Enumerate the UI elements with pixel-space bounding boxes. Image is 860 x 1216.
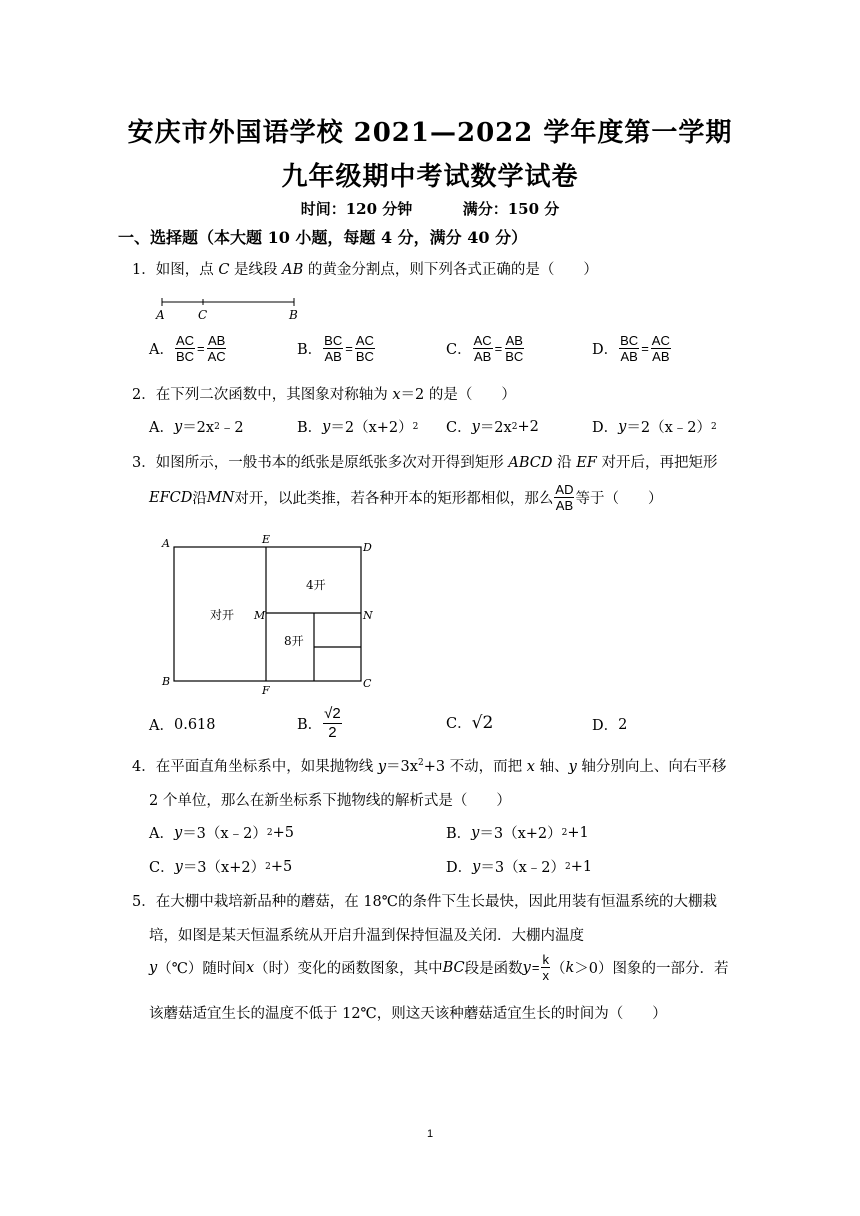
question-3-paper-figure xyxy=(160,533,380,698)
question-4-stem-line1: 4．在平面直角坐标系中，如果抛物线 $y=3x^2+3$ 不动，而把 x 轴、y 轴分别向上、向右平移 xyxy=(132,758,727,775)
paper-label-f: F xyxy=(262,684,270,697)
question-4-option-a[interactable]: A． y ＝3（x﹣2） 2 +5 xyxy=(149,824,294,842)
paper-label-duikai: 对开 xyxy=(210,608,235,622)
question-1-option-d[interactable]: D． $\frac{BC}{AB}$ = $\frac{AC}{AB}$ xyxy=(592,333,670,364)
question-3-stem-line1: 3．如图所示，一般书本的纸张是原纸张多次对开得到矩形 ABCD 沿 EF 对开后，再把矩形 xyxy=(132,455,718,471)
question-5-stem-line4: 该蘑菇适宜生长的温度不低于 12℃，则这天该种蘑菇适宜生长的时间为（ ） xyxy=(149,1006,667,1022)
exam-score: 满分：150 分 xyxy=(462,200,560,218)
question-1-option-a[interactable]: A． $\frac{AC}{BC}$ = $\frac{AB}{AC}$ xyxy=(149,333,226,364)
question-2-option-c[interactable]: C． y ＝2x 2 +2 xyxy=(446,418,539,436)
question-4-option-b[interactable]: B． y ＝3（x+2） 2 +1 xyxy=(446,824,589,842)
question-1-option-c[interactable]: C． $\frac{AC}{AB}$ = $\frac{AB}{BC}$ xyxy=(446,333,524,364)
question-3-option-b[interactable]: B． $\frac{√2}{2}$ xyxy=(297,705,341,741)
exam-title-line1: 安庆市外国语学校 2021—2022 学年度第一学期 xyxy=(127,118,733,148)
paper-label-m: M xyxy=(254,609,266,622)
question-3-option-d[interactable]: D． 2 xyxy=(592,716,628,734)
exam-time: 时间：120 分钟 xyxy=(300,200,413,218)
question-1-option-b[interactable]: B． $\frac{BC}{AB}$ = $\frac{AC}{BC}$ xyxy=(297,333,374,364)
page-number: 1 xyxy=(426,1128,434,1140)
question-4-option-d[interactable]: D． y ＝3（x﹣2） 2 +1 xyxy=(446,858,593,876)
question-5-stem-line2: 培，如图是某天恒温系统从开启升温到保持恒温及关闭．大棚内温度 xyxy=(149,928,584,944)
question-1-stem: 1．如图，点 C 是线段 AB 的黄金分割点，则下列各式正确的是（ ） xyxy=(132,262,598,278)
question-2-option-d[interactable]: D． y ＝2（x﹣2） 2 xyxy=(592,418,717,436)
question-4-stem-line2: 2 个单位，那么在新坐标系下抛物线的解析式是（ ） xyxy=(149,793,511,809)
paper-label-4kai: 4开 xyxy=(306,578,326,592)
seg-label-a: A xyxy=(156,308,165,322)
paper-label-8kai: 8开 xyxy=(284,634,304,648)
exam-info xyxy=(0,198,860,219)
question-5-stem-line3: y （℃）随时间 x （时）变化的函数图象，其中 BC 段是函数 y = $\frac{k}{x}$ （ k ＞0）图象的一部分．若 xyxy=(149,952,729,983)
paper-label-e: E xyxy=(262,533,271,546)
paper-label-a: A xyxy=(162,537,170,550)
seg-label-c: C xyxy=(198,308,208,322)
question-2-option-a[interactable]: A． y ＝2x 2 ﹣2 xyxy=(149,418,244,436)
question-5-stem-line1: 5．在大棚中栽培新品种的蘑菇，在 18℃的条件下生长最快，因此用装有恒温系统的大棚栽 xyxy=(132,894,718,910)
exam-title-line2: 九年级期中考试数学试卷 xyxy=(281,162,579,192)
paper-label-b: B xyxy=(162,675,171,688)
section-heading: 一、选择题（本大题 10 小题，每题 4 分，满分 40 分） xyxy=(118,228,528,247)
question-2-option-b[interactable]: B． y ＝2（x+2） 2 xyxy=(297,418,419,436)
paper-label-c: C xyxy=(363,677,372,690)
seg-label-b: B xyxy=(289,308,298,322)
question-3-option-a[interactable]: A． 0.618 xyxy=(149,716,216,734)
paper-label-d: D xyxy=(363,541,372,554)
paper-label-n: N xyxy=(363,609,373,622)
question-3-stem-line2: EFCD 沿 MN 对开，以此类推，若各种开本的矩形都相似，那么 $\frac{AD}{AB}$ 等于（ ） xyxy=(149,482,663,513)
question-2-stem: 2．在下列二次函数中，其图象对称轴为 x＝2 的是（ ） xyxy=(132,387,516,403)
question-4-option-c[interactable]: C． y ＝3（x+2） 2 +5 xyxy=(149,858,293,876)
question-1-segment-figure xyxy=(150,296,310,324)
question-3-option-c[interactable]: C． √2 xyxy=(446,712,494,733)
